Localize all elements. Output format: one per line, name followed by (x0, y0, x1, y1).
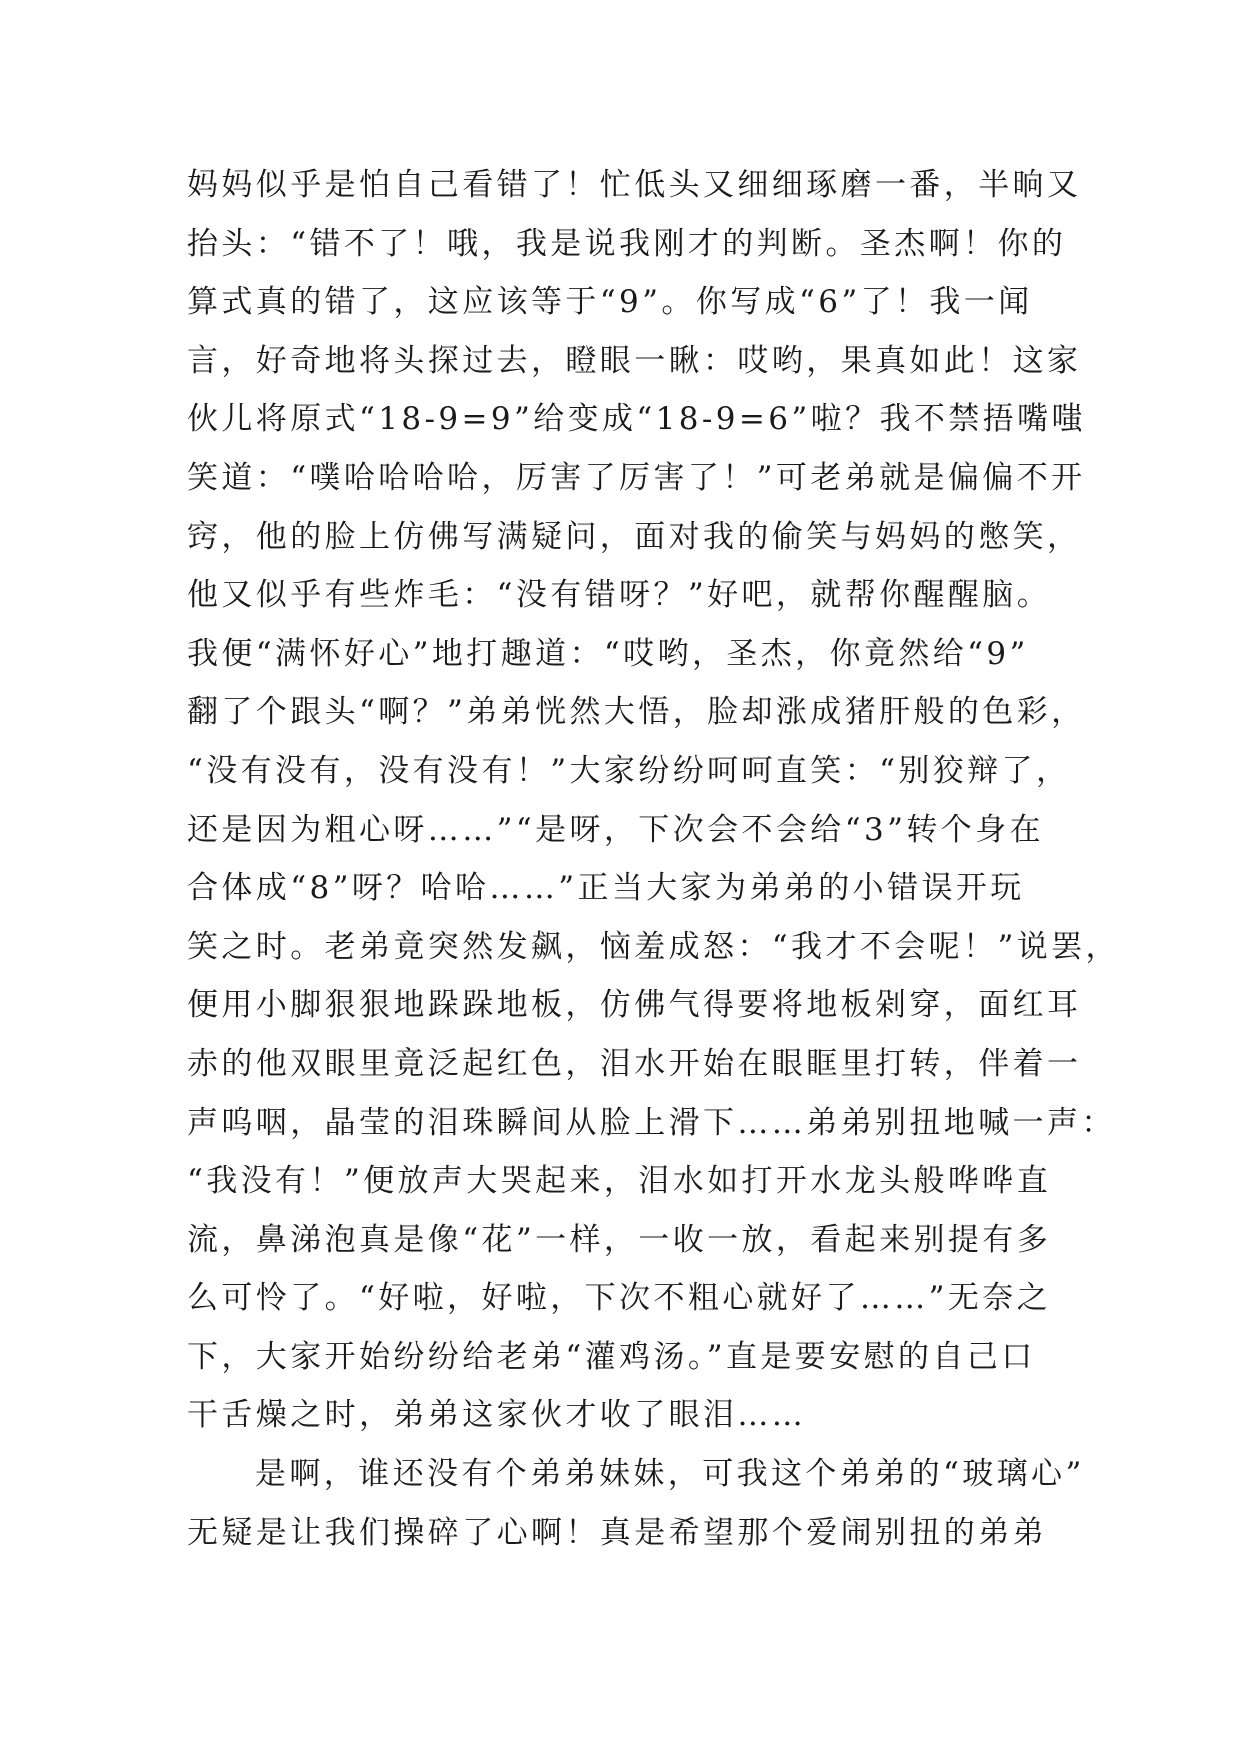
text-line-paragraph-start: 是啊，谁还没有个弟弟妹妹，可我这个弟弟的“玻璃心” (255, 1456, 1085, 1493)
text-line: 伙儿将原式“18-9=9”给变成“18-9=6”啦？我不禁捂嘴嗤 (187, 401, 1086, 438)
text-line: 无疑是让我们操碎了心啊！真是希望那个爱闹别扭的弟弟 (187, 1514, 1047, 1551)
text-line: 还是因为粗心呀……”“是呀，下次会不会给“3”转个身在 (187, 811, 1044, 848)
text-line: 笑道：“噗哈哈哈哈，厉害了厉害了！”可老弟就是偏偏不开 (187, 459, 1086, 496)
text-line: 抬头：“错不了！哦，我是说我刚才的判断。圣杰啊！你的 (187, 225, 1067, 262)
text-line: 赤的他双眼里竟泛起红色，泪水开始在眼眶里打转，伴着一 (187, 1045, 1082, 1082)
text-line: 我便“满怀好心”地打趣道：“哎哟，圣杰，你竟然给“9” (187, 635, 1029, 672)
text-line: 干舌燥之时，弟弟这家伙才收了眼泪…… (187, 1397, 807, 1434)
text-line: “我没有！”便放声大哭起来，泪水如打开水龙头般哗哗直 (187, 1163, 1052, 1200)
text-line: 他又似乎有些炸毛：“没有错呀？”好吧，就帮你醒醒脑。 (187, 577, 1052, 614)
text-line: 翻了个跟头“啊？”弟弟恍然大悟，脸却涨成猪肝般的色彩， (187, 694, 1086, 731)
text-line: 声呜咽，晶莹的泪珠瞬间从脸上滑下……弟弟别扭地喊一声： (187, 1104, 1116, 1141)
text-line: 言，好奇地将头探过去，瞪眼一瞅：哎哟，果真如此！这家 (187, 342, 1082, 379)
text-line: 么可怜了。“好啦，好啦，下次不粗心就好了……”无奈之 (187, 1280, 1052, 1317)
text-line: 妈妈似乎是怕自己看错了！忙低头又细细琢磨一番，半晌又 (187, 167, 1082, 203)
text-line: 算式真的错了，这应该等于“9”。你写成“6”了！我一闻 (187, 284, 1033, 321)
text-line: “没有没有，没有没有！”大家纷纷呵呵直笑：“别狡辩了， (187, 752, 1071, 789)
text-line: 合体成“8”呀？哈哈……”正当大家为弟弟的小错误开玩 (187, 870, 1025, 907)
text-line: 下，大家开始纷纷给老弟“灌鸡汤。”直是要安慰的自己口 (187, 1338, 1036, 1375)
text-line: 便用小脚狠狠地跺跺地板，仿佛气得要将地板剁穿，面红耳 (187, 987, 1082, 1024)
text-line: 笑之时。老弟竟突然发飙，恼羞成怒：“我才不会呢！”说罢， (187, 928, 1120, 965)
text-line: 窍，他的脸上仿佛写满疑问，面对我的偷笑与妈妈的憋笑， (187, 518, 1082, 555)
document-body (187, 156, 1120, 1562)
text-line: 流，鼻涕泡真是像“花”一样，一收一放，看起来别提有多 (187, 1221, 1052, 1258)
